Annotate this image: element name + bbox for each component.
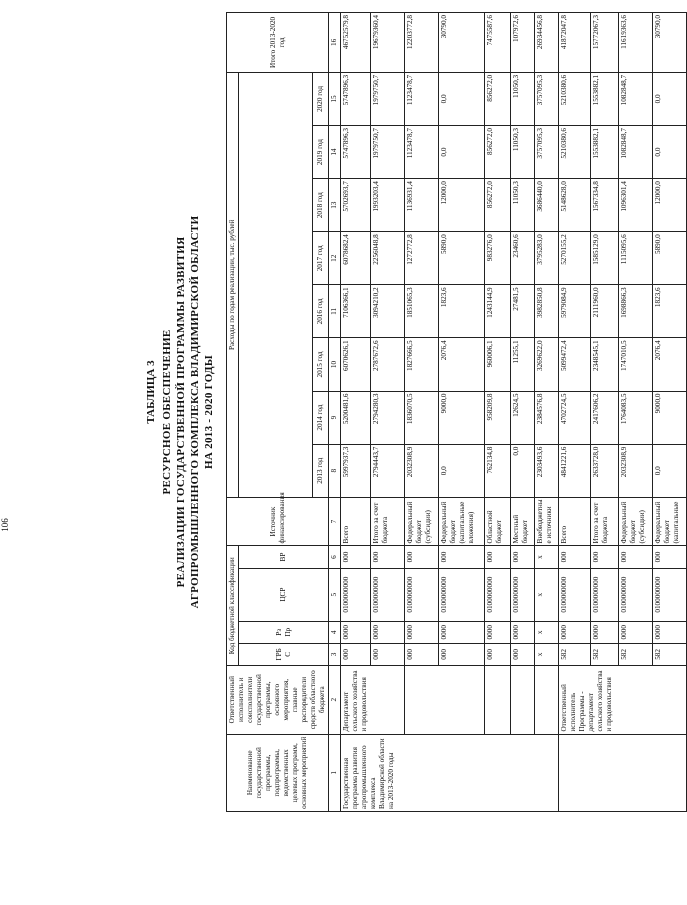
year-value-cell: 2076,4 xyxy=(653,338,687,391)
grbs-cell: 582 xyxy=(559,643,591,665)
column-number: 15 xyxy=(329,72,341,125)
header-year: 2016 год xyxy=(313,285,329,338)
vr-cell: x xyxy=(535,546,559,568)
year-value-cell: 23460,6 xyxy=(511,232,535,285)
vr-cell: 000 xyxy=(405,546,439,568)
table-row xyxy=(511,13,535,812)
year-value-cell: 1136931,4 xyxy=(405,179,439,232)
year-value-cell: 1823,6 xyxy=(439,285,485,338)
source-cell: Федеральный бюджет (капитальные xyxy=(653,497,687,546)
header-year: 2019 год xyxy=(313,126,329,179)
header-source: Источник финансирования xyxy=(227,497,329,546)
rzpr-cell: 0000 xyxy=(341,621,371,643)
table-body xyxy=(341,13,687,812)
column-number: 5 xyxy=(329,568,341,621)
year-value-cell: 0,0 xyxy=(653,126,687,179)
total-value-cell: 19679360,4 xyxy=(371,13,405,73)
year-value-cell: 5747896,3 xyxy=(341,126,371,179)
grbs-cell: 000 xyxy=(341,643,371,665)
year-value-cell: 7106366,1 xyxy=(341,285,371,338)
rzpr-cell: 0000 xyxy=(591,621,619,643)
table-row xyxy=(535,13,559,812)
column-number: 11 xyxy=(329,285,341,338)
year-value-cell: 1823,6 xyxy=(653,285,687,338)
table-row xyxy=(485,13,511,812)
year-value-cell: 1585129,0 xyxy=(591,232,619,285)
source-cell: Областной бюджет xyxy=(485,497,511,546)
column-number: 9 xyxy=(329,391,341,444)
year-value-cell: 0,0 xyxy=(653,72,687,125)
grbs-cell: 000 xyxy=(371,643,405,665)
page-number: 106 xyxy=(0,518,10,532)
year-value-cell: 3757095,3 xyxy=(535,72,559,125)
year-value-cell: 1272772,8 xyxy=(405,232,439,285)
year-value-cell: 2111960,0 xyxy=(591,285,619,338)
header-year: 2017 год xyxy=(313,232,329,285)
year-value-cell: 2348545,1 xyxy=(591,338,619,391)
grbs-cell: 582 xyxy=(591,643,619,665)
vr-cell: 000 xyxy=(485,546,511,568)
year-value-cell: 5997937,3 xyxy=(341,444,371,497)
header-vr: ВР xyxy=(239,546,329,568)
table-label: ТАБЛИЦА 3 xyxy=(145,360,157,424)
year-value-cell: 1979750,7 xyxy=(371,126,405,179)
year-value-cell: 1851065,3 xyxy=(405,285,439,338)
csr-cell: 0100000000 xyxy=(559,568,591,621)
column-number: 14 xyxy=(329,126,341,179)
year-value-cell: 5270155,2 xyxy=(559,232,591,285)
year-value-cell: 0,0 xyxy=(439,126,485,179)
column-number: 16 xyxy=(329,13,341,73)
rzpr-cell: 0000 xyxy=(559,621,591,643)
year-value-cell: 856272,0 xyxy=(485,126,511,179)
year-value-cell: 2032308,9 xyxy=(405,444,439,497)
rzpr-cell: 0000 xyxy=(439,621,485,643)
column-number: 1 xyxy=(329,734,341,811)
year-value-cell: 2794280,3 xyxy=(371,391,405,444)
header-expenses: Расходы по годам реализации, тыс. рублей xyxy=(227,72,239,497)
header-year: 2018 год xyxy=(313,179,329,232)
csr-cell: 0100000000 xyxy=(511,568,535,621)
year-value-cell: 1698866,3 xyxy=(619,285,653,338)
year-value-cell: 0,0 xyxy=(653,444,687,497)
year-value-cell: 1123478,7 xyxy=(405,72,439,125)
source-cell: Местный бюджет xyxy=(511,497,535,546)
title-block xyxy=(142,12,216,812)
responsible-cell xyxy=(405,665,485,734)
title-line-4: НА 2013 - 2020 ГОДЫ xyxy=(203,355,215,469)
year-value-cell: 5702693,7 xyxy=(341,179,371,232)
source-cell: Федеральный бюджет (капитальные вложения) xyxy=(439,497,485,546)
year-value-cell: 1836070,5 xyxy=(405,391,439,444)
rzpr-cell: x xyxy=(535,621,559,643)
column-number: 10 xyxy=(329,338,341,391)
total-value-cell: 15772067,3 xyxy=(591,13,619,73)
year-value-cell: 6078682,4 xyxy=(341,232,371,285)
header-csr: ЦСР xyxy=(239,568,329,621)
year-value-cell: 27481,5 xyxy=(511,285,535,338)
year-value-cell: 1747010,5 xyxy=(619,338,653,391)
grbs-cell: 000 xyxy=(405,643,439,665)
year-value-cell: 856272,0 xyxy=(485,72,511,125)
vr-cell: 000 xyxy=(439,546,485,568)
total-value-cell: 107972,6 xyxy=(511,13,535,73)
program-name-cell: Государственная программа развития агропромышленного комплекса Владимирской области на 2013-2020 годы xyxy=(341,734,559,811)
year-value-cell: 958209,8 xyxy=(485,391,511,444)
year-value-cell: 2076,4 xyxy=(439,338,485,391)
header-responsible: Ответственный исполнитель и соисполнители государственной программы, основного мероприятия, главные распорядители средств областного бюджета xyxy=(227,665,329,734)
csr-cell: 0100000000 xyxy=(405,568,439,621)
year-value-cell: 5210380,6 xyxy=(559,72,591,125)
year-value-cell: 3686440,0 xyxy=(535,179,559,232)
year-value-cell: 5148628,0 xyxy=(559,179,591,232)
year-value-cell: 1243144,9 xyxy=(485,285,511,338)
year-value-cell: 0,0 xyxy=(439,72,485,125)
header-grbs: ГРБ С xyxy=(239,643,329,665)
csr-cell: 0100000000 xyxy=(439,568,485,621)
year-value-cell: 12000,0 xyxy=(653,179,687,232)
year-value-cell: 11255,1 xyxy=(511,338,535,391)
responsible-cell: Ответственный исполнитель Программы - департамент сельского хозяйства и продовольствия xyxy=(559,665,687,734)
rzpr-cell: 0000 xyxy=(485,621,511,643)
header-total: Итого 2013-2020 год xyxy=(227,13,329,73)
responsible-cell xyxy=(485,665,511,734)
year-value-cell: 2633728,0 xyxy=(591,444,619,497)
responsible-cell xyxy=(511,665,535,734)
year-value-cell: 3757095,3 xyxy=(535,126,559,179)
source-cell: Федеральный бюджет (субсидии) xyxy=(619,497,653,546)
column-number: 4 xyxy=(329,621,341,643)
grbs-cell: 582 xyxy=(653,643,687,665)
year-value-cell: 1553882,1 xyxy=(591,72,619,125)
grbs-cell: 000 xyxy=(439,643,485,665)
rzpr-cell: 0000 xyxy=(371,621,405,643)
grbs-cell: 000 xyxy=(485,643,511,665)
total-value-cell: 12203772,8 xyxy=(405,13,439,73)
year-value-cell: 12624,5 xyxy=(511,391,535,444)
grbs-cell: 582 xyxy=(619,643,653,665)
year-value-cell: 2417606,2 xyxy=(591,391,619,444)
vr-cell: 000 xyxy=(371,546,405,568)
column-number: 13 xyxy=(329,179,341,232)
year-value-cell: 1082848,7 xyxy=(619,72,653,125)
year-value-cell: 5890,0 xyxy=(439,232,485,285)
column-number: 6 xyxy=(329,546,341,568)
responsible-cell xyxy=(535,665,559,734)
column-number: 7 xyxy=(329,497,341,546)
year-value-cell: 12000,0 xyxy=(439,179,485,232)
header-rzpr: Рз Пр xyxy=(239,621,329,643)
vr-cell: 000 xyxy=(511,546,535,568)
rzpr-cell: 0000 xyxy=(619,621,653,643)
source-cell: Итого за счет бюджета xyxy=(371,497,405,546)
year-value-cell: 5099472,4 xyxy=(559,338,591,391)
csr-cell: 0100000000 xyxy=(485,568,511,621)
year-value-cell: 11050,3 xyxy=(511,179,535,232)
rzpr-cell: 0000 xyxy=(405,621,439,643)
year-value-cell: 983276,0 xyxy=(485,232,511,285)
vr-cell: 000 xyxy=(559,546,591,568)
year-value-cell: 2787672,6 xyxy=(371,338,405,391)
year-value-cell: 960006,1 xyxy=(485,338,511,391)
header-year: 2014 год xyxy=(313,391,329,444)
table-row xyxy=(341,13,371,812)
column-number: 2 xyxy=(329,665,341,734)
year-value-cell: 1993203,4 xyxy=(371,179,405,232)
year-value-cell: 762134,8 xyxy=(485,444,511,497)
year-value-cell: 4841221,6 xyxy=(559,444,591,497)
table-row xyxy=(405,13,439,812)
year-value-cell: 2256048,8 xyxy=(371,232,405,285)
source-cell: Федеральный бюджет (субсидии) xyxy=(405,497,439,546)
source-cell: Внебюджетны е источники xyxy=(535,497,559,546)
header-budget-code: Код бюджетной классификации xyxy=(227,546,239,665)
total-value-cell: 46752579,8 xyxy=(341,13,371,73)
year-value-cell: 3269622,0 xyxy=(535,338,559,391)
year-value-cell: 2303493,6 xyxy=(535,444,559,497)
vr-cell: 000 xyxy=(591,546,619,568)
year-value-cell: 2794443,7 xyxy=(371,444,405,497)
total-value-cell: 30790,0 xyxy=(653,13,687,73)
csr-cell: 0100000000 xyxy=(371,568,405,621)
rzpr-cell: 0000 xyxy=(653,621,687,643)
header-year: 2013 год xyxy=(313,444,329,497)
year-value-cell: 1082848,7 xyxy=(619,126,653,179)
csr-cell: 0100000000 xyxy=(653,568,687,621)
header-year: 2020 год xyxy=(313,72,329,125)
rzpr-cell: 0000 xyxy=(511,621,535,643)
grbs-cell: x xyxy=(535,643,559,665)
vr-cell: 000 xyxy=(653,546,687,568)
year-value-cell: 11050,3 xyxy=(511,72,535,125)
grbs-cell: 000 xyxy=(511,643,535,665)
year-value-cell: 4702724,5 xyxy=(559,391,591,444)
responsible-cell: Департамент сельского хозяйства и продовольствия xyxy=(341,665,405,734)
year-value-cell: 1764083,5 xyxy=(619,391,653,444)
vr-cell: 000 xyxy=(619,546,653,568)
program-name-cell xyxy=(559,734,687,811)
year-value-cell: 0,0 xyxy=(439,444,485,497)
year-value-cell: 2384576,8 xyxy=(535,391,559,444)
title-line-3: АГРОПРОМЫШЛЕННОГО КОМПЛЕКСА ВЛАДИМИРСКОЙ ОБЛАСТИ xyxy=(189,215,201,609)
year-value-cell: 0,0 xyxy=(511,444,535,497)
year-value-cell: 1115095,6 xyxy=(619,232,653,285)
year-value-cell: 5979084,9 xyxy=(559,285,591,338)
year-value-cell: 1553882,1 xyxy=(591,126,619,179)
title-line-2: РЕАЛИЗАЦИИ ГОСУДАРСТВЕННОЙ ПРОГРАММЫ РАЗВИТИЯ xyxy=(175,236,187,588)
csr-cell: x xyxy=(535,568,559,621)
resource-table xyxy=(226,12,687,812)
total-value-cell: 7475587,6 xyxy=(485,13,511,73)
year-value-cell: 1979750,7 xyxy=(371,72,405,125)
source-cell: Всего xyxy=(341,497,371,546)
total-value-cell: 30790,0 xyxy=(439,13,485,73)
vr-cell: 000 xyxy=(341,546,371,568)
year-value-cell: 11050,3 xyxy=(511,126,535,179)
title-line-1: РЕСУРСНОЕ ОБЕСПЕЧЕНИЕ xyxy=(161,329,173,495)
total-value-cell: 26934456,8 xyxy=(535,13,559,73)
year-value-cell: 5747896,3 xyxy=(341,72,371,125)
header-year: 2015 год xyxy=(313,338,329,391)
total-value-cell: 41872047,8 xyxy=(559,13,591,73)
source-cell: Всего xyxy=(559,497,591,546)
year-value-cell: 6070626,1 xyxy=(341,338,371,391)
rotated-page xyxy=(142,12,680,812)
year-value-cell: 3982850,8 xyxy=(535,285,559,338)
year-value-cell: 5210380,6 xyxy=(559,126,591,179)
header-name: Наименование государственной программы, подпрограммы, ведомственных целевых программ, основных мероприятий xyxy=(227,734,329,811)
year-value-cell: 3094210,2 xyxy=(371,285,405,338)
csr-cell: 0100000000 xyxy=(619,568,653,621)
year-value-cell: 2032308,9 xyxy=(619,444,653,497)
year-value-cell: 856272,0 xyxy=(485,179,511,232)
source-cell: Итого за счет бюджета xyxy=(591,497,619,546)
year-value-cell: 1567334,8 xyxy=(591,179,619,232)
year-value-cell: 9000,0 xyxy=(653,391,687,444)
year-value-cell: 1827666,5 xyxy=(405,338,439,391)
column-number: 3 xyxy=(329,643,341,665)
header-years-spacer xyxy=(239,72,313,497)
year-value-cell: 3795283,0 xyxy=(535,232,559,285)
total-value-cell: 11619363,6 xyxy=(619,13,653,73)
year-value-cell: 1096301,4 xyxy=(619,179,653,232)
csr-cell: 0100000000 xyxy=(341,568,371,621)
column-number: 12 xyxy=(329,232,341,285)
year-value-cell: 5890,0 xyxy=(653,232,687,285)
csr-cell: 0100000000 xyxy=(591,568,619,621)
column-number: 8 xyxy=(329,444,341,497)
year-value-cell: 1123478,7 xyxy=(405,126,439,179)
year-value-cell: 5200481,6 xyxy=(341,391,371,444)
year-value-cell: 9000,0 xyxy=(439,391,485,444)
table-row xyxy=(559,13,591,812)
